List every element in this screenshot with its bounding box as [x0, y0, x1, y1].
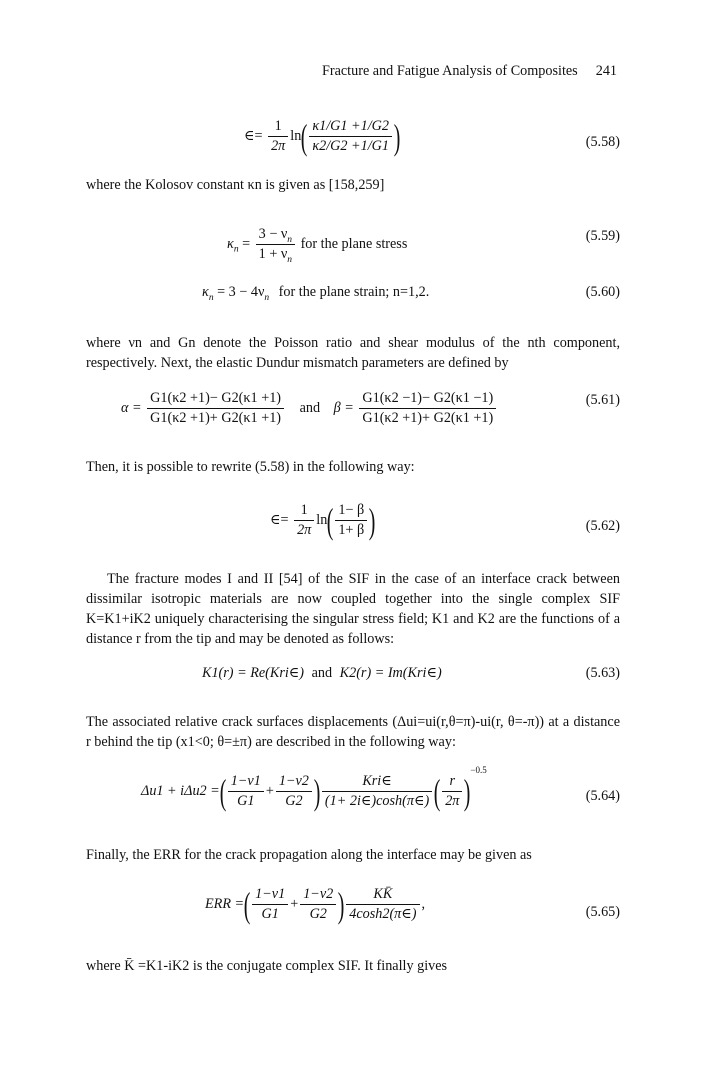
running-header	[322, 63, 617, 80]
eq-lhs: ∈=	[244, 127, 263, 144]
equation-text: for the plane stress	[300, 235, 408, 252]
paragraph: where νn and Gn denote the Poisson ratio and shear modulus of the nth component, respectively. Next, the elastic Dundur mismatch parameters are defined by	[86, 335, 620, 371]
fraction	[309, 118, 392, 155]
fraction	[228, 773, 264, 810]
equation-5-64	[86, 765, 620, 824]
ln-operator: ln	[316, 511, 328, 528]
eq-lhs: ERR =	[205, 895, 245, 912]
left-paren: (	[327, 500, 334, 541]
fraction	[276, 773, 312, 810]
fraction	[147, 390, 284, 427]
fraction	[359, 390, 496, 427]
equation-number: (5.65)	[585, 904, 620, 920]
equation-number: (5.64)	[585, 788, 620, 804]
frac-num: 1−ν2	[276, 773, 312, 792]
frac-num: G1(κ2 +1)− G2(κ1 +1)	[147, 390, 284, 409]
subscript: n	[208, 292, 214, 303]
frac-den: 2π	[271, 138, 286, 154]
k2-expression: K2(r) = Im(Kri∈)	[339, 665, 442, 681]
equation-5-58	[86, 118, 620, 168]
equation-body	[141, 765, 487, 812]
equation-body	[202, 284, 429, 301]
left-paren: (	[301, 116, 308, 157]
frac-num: 1	[294, 502, 314, 521]
frac-den: G1(κ2 +1)+ G2(κ1 +1)	[362, 410, 494, 426]
frac-num: KK̄	[346, 886, 419, 905]
frac-den: 2π	[445, 793, 460, 810]
alpha-lhs: α =	[121, 399, 142, 416]
fraction	[322, 773, 432, 810]
fraction	[268, 118, 288, 155]
and-text: and	[311, 665, 333, 681]
k1-expression: K1(r) = Re(Kri∈)	[202, 665, 305, 681]
frac-den: κ2/G2 +1/G1	[312, 138, 389, 154]
header-title: Fracture and Fatigue Analysis of Composites	[321, 63, 578, 79]
right-paren: )	[337, 884, 345, 925]
fraction	[346, 886, 419, 923]
subscript: n	[287, 254, 293, 265]
frac-num: 1−ν1	[252, 886, 288, 905]
equation-body	[270, 502, 375, 539]
equation-number: (5.63)	[585, 665, 620, 681]
paragraph: The fracture modes I and II [54] of the SIF in the case of an interface crack between dissimilar isotropic materials are now coupled together into the single complex SIF K=K1+iK2 uniquely characterising the singular stress field; K1 and K2 are the functions of a distance r from the tip and may be denoted as follows:	[86, 571, 620, 647]
left-paren: (	[433, 771, 441, 812]
paragraph: Finally, the ERR for the crack propagation along the interface may be given as	[86, 847, 532, 863]
equation-5-62	[86, 502, 620, 552]
frac-den-text: 1 + ν	[258, 246, 288, 262]
equation-number: (5.60)	[585, 284, 620, 300]
frac-den: 4cosh2(π∈)	[349, 906, 417, 922]
fraction	[256, 226, 295, 263]
frac-den: 2π	[297, 522, 312, 538]
frac-num: 1− β	[335, 502, 367, 521]
fraction	[442, 773, 462, 810]
equation-5-59	[86, 226, 620, 276]
equation-number: (5.62)	[585, 518, 620, 534]
equation-5-65	[86, 886, 620, 940]
paragraph: where K̄ =K1-iK2 is the conjugate complex SIF. It finally gives	[86, 958, 448, 974]
equation-number: (5.61)	[585, 392, 620, 408]
right-paren: )	[464, 771, 471, 812]
fraction	[335, 502, 367, 539]
paragraph: The associated relative crack surfaces displacements (Δui=ui(r,θ=π)-ui(r, θ=-π)) at a distance r behind the tip (x1<0; θ=±π) are described in the following way:	[86, 714, 620, 750]
equation-body	[202, 665, 442, 682]
equation-5-63	[86, 665, 620, 691]
ln-operator: ln	[290, 127, 302, 144]
frac-den: G1	[261, 906, 279, 922]
frac-den: G1	[237, 793, 255, 810]
frac-den: G2	[309, 906, 327, 922]
page-number: 241	[595, 63, 617, 79]
frac-num: 1	[268, 118, 288, 137]
equation-body	[205, 886, 425, 923]
paragraph: where the Kolosov constant κn is given as [158,259]	[86, 177, 385, 193]
frac-num: 1−ν1	[228, 773, 264, 792]
right-paren: )	[313, 771, 321, 812]
equation-body	[121, 390, 498, 427]
equation-body	[244, 118, 400, 155]
frac-den: 1+ β	[338, 522, 365, 538]
subscript: n	[264, 292, 270, 303]
fraction	[300, 886, 336, 923]
equation-5-61	[86, 390, 620, 440]
subscript: n	[233, 244, 239, 255]
subscript: n	[287, 234, 293, 245]
frac-den	[256, 245, 295, 263]
equals-sign: =	[242, 235, 251, 252]
beta-lhs: β =	[333, 399, 354, 416]
frac-den: (1+ 2i∈)cosh(π∈)	[324, 793, 430, 810]
eq-lhs: κ	[227, 235, 234, 252]
eq-lhs: Δu1 + iΔu2 =	[141, 783, 220, 799]
fraction	[294, 502, 314, 539]
equation-text: for the plane strain; n=1,2.	[278, 284, 430, 300]
and-text: and	[299, 399, 321, 416]
plus-sign: +	[290, 895, 299, 912]
frac-den: G2	[285, 793, 303, 810]
frac-num: r	[442, 773, 462, 792]
right-paren: )	[393, 116, 401, 157]
frac-num	[256, 226, 295, 245]
equation-5-60	[86, 284, 620, 310]
frac-den: G1(κ2 +1)+ G2(κ1 +1)	[150, 410, 282, 426]
equation-body	[227, 226, 407, 263]
fraction	[252, 886, 288, 923]
frac-num: κ1/G1 +1/G2	[309, 118, 392, 137]
plus-sign: +	[265, 783, 274, 799]
left-paren: (	[243, 884, 251, 925]
frac-num: 1−ν2	[300, 886, 336, 905]
paragraph: Then, it is possible to rewrite (5.58) in the following way:	[86, 459, 415, 475]
comma: ,	[421, 895, 426, 912]
frac-num: Kri∈	[322, 773, 432, 792]
right-paren: )	[368, 500, 376, 541]
left-paren: (	[219, 771, 227, 812]
frac-num-text: 3 − ν	[258, 226, 288, 242]
frac-num: G1(κ2 −1)− G2(κ1 −1)	[359, 390, 496, 409]
equation-number: (5.59)	[585, 228, 620, 244]
eq-lhs: ∈=	[270, 511, 289, 528]
equation-number: (5.58)	[585, 134, 620, 150]
exponent: −0.5	[470, 765, 487, 775]
eq-rhs: = 3 − 4ν	[217, 284, 265, 300]
eq-lhs: κ	[202, 284, 209, 300]
